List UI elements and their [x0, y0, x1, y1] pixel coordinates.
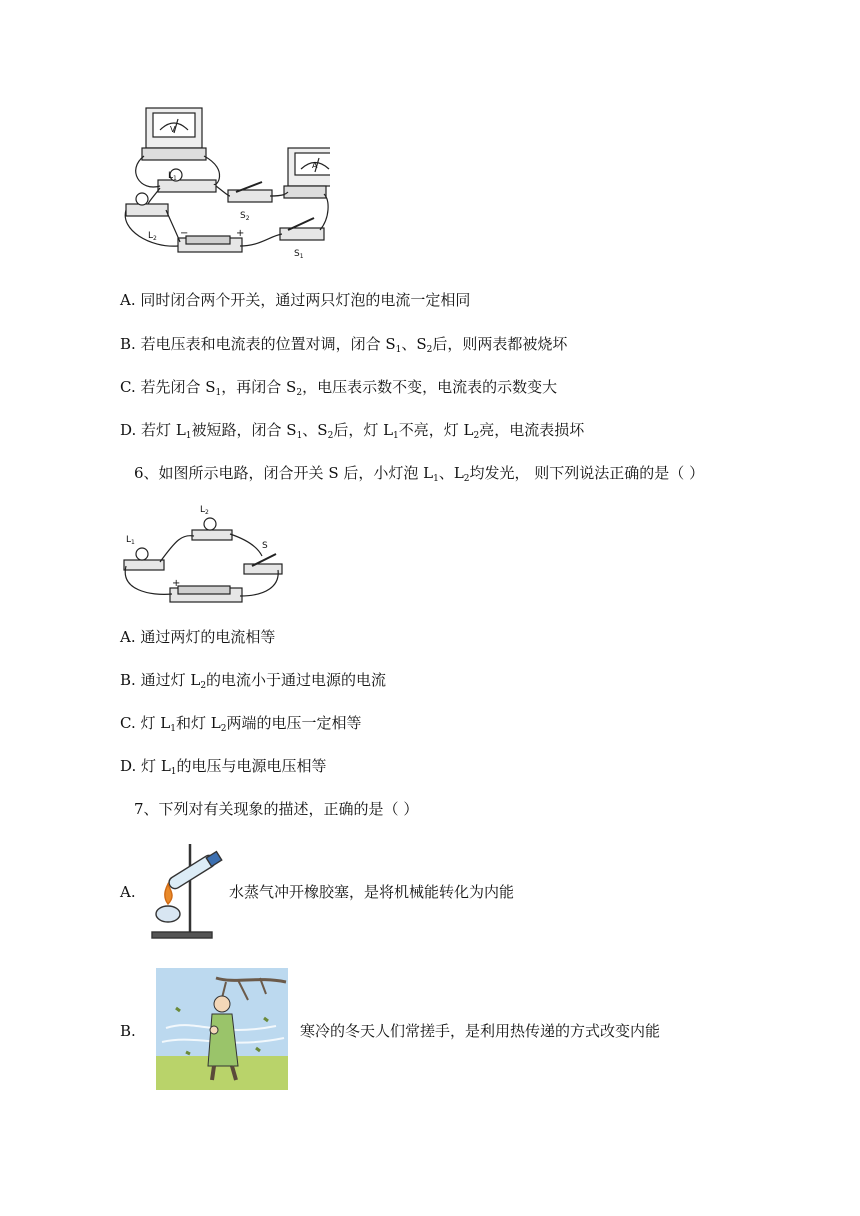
- fig5-ammeter-label: A: [312, 161, 318, 170]
- q6-option-a: A. 通过两灯的电流相等: [120, 628, 276, 646]
- q6-stem: 6、如图所示电路，闭合开关 S 后，小灯泡 $L_1$、$L_2$均发光， 则下列说法正确的是（ ）: [134, 464, 705, 484]
- q5-option-c: C. 若先闭合 $S_1$，再闭合 $S_2$，电压表示数不变，电流表的示数变大: [120, 378, 558, 398]
- q6-option-c: C. 灯 $L_1$和灯 $L_2$两端的电压一定相等: [120, 714, 362, 734]
- q5-option-b: B. 若电压表和电流表的位置对调，闭合 $S_1$、$S_2$后，则两表都被烧坏: [120, 335, 568, 355]
- fig5-label-l2: $L_2$: [148, 231, 157, 242]
- fig6-label-l1: $L_1$: [126, 535, 135, 546]
- q6-circuit-figure: [120, 500, 290, 608]
- fig5-label-s2: $S_2$: [240, 211, 250, 222]
- q7-option-b-text: 寒冷的冬天人们常搓手，是利用热传递的方式改变内能: [300, 1022, 661, 1040]
- q7-stem: 7、下列对有关现象的描述，正确的是（ ）: [134, 800, 419, 818]
- fig5-battery-minus: −: [180, 228, 189, 239]
- q5-option-d: D. 若灯 $L_1$被短路，闭合 $S_1$、$S_2$后，灯 $L_1$不亮，灯 $L_2$亮，电流表损坏: [120, 421, 585, 441]
- q6-option-d: D. 灯 $L_1$的电压与电源电压相等: [120, 757, 327, 777]
- winter-hand-rubbing-illustration: [156, 968, 288, 1090]
- q7-option-a-letter: A.: [120, 883, 136, 901]
- fig6-battery-plus: +: [172, 578, 181, 589]
- q7-option-b-letter: B.: [120, 1022, 136, 1040]
- q6-option-b: B. 通过灯 $L_2$的电流小于通过电源的电流: [120, 671, 387, 691]
- fig5-label-s1: $S_1$: [294, 249, 304, 260]
- fig6-label-s: S: [262, 541, 268, 551]
- fig5-label-l1: $L_1$: [168, 171, 177, 182]
- fig5-voltmeter-label: V: [170, 125, 176, 134]
- fig6-label-l2: $L_2$: [200, 505, 209, 516]
- fig5-battery-plus: +: [236, 228, 245, 239]
- q5-option-a: A. 同时闭合两个开关，通过两只灯泡的电流一定相同: [120, 291, 471, 309]
- q7-option-a-text: 水蒸气冲开橡胶塞，是将机械能转化为内能: [229, 883, 515, 901]
- q5-circuit-figure: [120, 100, 330, 268]
- test-tube-heating-illustration: [144, 838, 228, 942]
